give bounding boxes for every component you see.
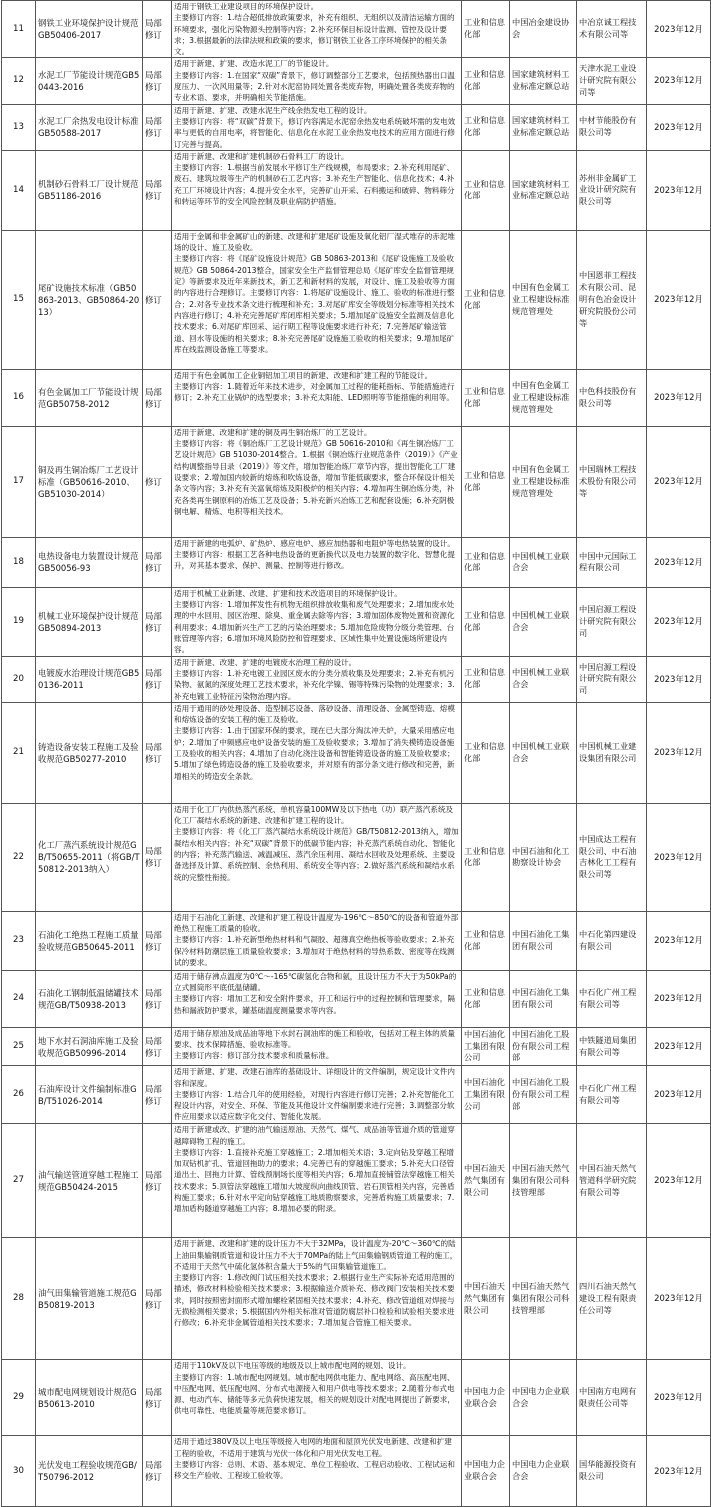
completion-date: 2023年12月 bbox=[647, 656, 711, 702]
table-row bbox=[2, 702, 711, 803]
table-row bbox=[2, 1066, 711, 1124]
competent-department: 工业和信息化部 bbox=[462, 1, 510, 58]
content-paragraph: 适用于储存沸点温度为0℃～-165℃碳氢化合物和氨，且设计压力不大于为50kPa的立式圆筒形平底低温储罐。 bbox=[174, 971, 457, 993]
table-row bbox=[2, 150, 711, 230]
lead-drafting-unit: 四川石油天然气建设工程有限责任公司等 bbox=[577, 1238, 647, 1360]
competent-department: 工业和信息化部 bbox=[462, 150, 510, 230]
revision-type: 局部修订 bbox=[143, 1066, 172, 1124]
row-number: 28 bbox=[2, 1238, 36, 1360]
standard-name: 钢铁工业环境保护设计规范GB50406-2017 bbox=[36, 1, 143, 58]
managing-organization: 中国有色金属工业工程建设标准规范管理处 bbox=[510, 230, 577, 369]
content-paragraph: 主要修订内容：1.直接补充施工穿越施工；2.增加相关术语；3.定向钻及穿越工程增加双钻机扩孔、管道回拖助力的要求；4.完善已有的穿越施工要求；5.补充大口径管道出土、回拖力计算、管线预制场长度等相关内容；6.增加直接铺管法穿越施工相关技术要求；5.顶管法穿越施工增加大坡度纵向曲线顶管、岩石顶管相关内容，完善盾构施工要求；6.针对水平定向钻穿越施工地质勘察要求，完善盾构施工质量要求；7.增加盾构隧道穿越施工内容；8.增加必要的附录。 bbox=[174, 1147, 455, 1214]
lead-drafting-unit: 中国中元国际工程有限公司 bbox=[577, 537, 647, 587]
managing-organization: 中国石油化工股份有限公司工程部 bbox=[510, 1027, 577, 1065]
table-row bbox=[2, 58, 711, 104]
lead-drafting-unit: 中国启源工程设计研究院有限公司 bbox=[577, 587, 647, 656]
revision-type: 局部修订 bbox=[143, 104, 172, 150]
revision-content bbox=[172, 587, 462, 656]
managing-organization: 中国石油化工集团有限公司 bbox=[510, 911, 577, 970]
standard-name: 地下水封石洞油库施工及验收规范GB50996-2014 bbox=[36, 1027, 143, 1065]
revision-type: 局部修订 bbox=[143, 369, 172, 426]
completion-date: 2023年12月 bbox=[647, 911, 711, 970]
standard-name: 电镀废水治理设计规范GB50136-2011 bbox=[36, 656, 143, 702]
revision-content bbox=[172, 150, 462, 230]
completion-date: 2023年12月 bbox=[647, 970, 711, 1027]
managing-organization: 中国机械工业联合会 bbox=[510, 537, 577, 587]
table-row bbox=[2, 1027, 711, 1065]
table-row bbox=[2, 537, 711, 587]
revision-type: 局部修订 bbox=[143, 803, 172, 911]
managing-organization: 中国冶金建设协会 bbox=[510, 1, 577, 58]
standard-name: 铸造设备安装工程施工及验收规范GB50277-2010 bbox=[36, 702, 143, 803]
revision-type: 局部修订 bbox=[143, 1, 172, 58]
competent-department: 工业和信息化部 bbox=[462, 58, 510, 104]
revision-type: 局部修订 bbox=[143, 1124, 172, 1238]
revision-type: 局部修订 bbox=[143, 1360, 172, 1436]
competent-department: 工业和信息化部 bbox=[462, 537, 510, 587]
revision-content bbox=[172, 230, 462, 369]
revision-content bbox=[172, 537, 462, 587]
managing-organization: 中国石油化工股份有限公司工程部 bbox=[510, 1066, 577, 1124]
standard-name: 有色金属加工厂节能设计规范GB50758-2012 bbox=[36, 369, 143, 426]
content-paragraph: 主要修订内容：1.结合超低排放政策要求，补充有组织、无组织以及清洁运输方面的环境要求，强化污染物源头控制等内容；2.补充环保目标设计监测、管控及设计要求；3.根据最新的法律法规和政策的要求，修订钢铁工业各工序环境保护的相关条文。 bbox=[174, 13, 455, 57]
content-paragraph: 适用于有色金属加工企业铜铝加工项目的新建、改建和扩建工程的节能设计。 bbox=[174, 370, 433, 380]
revision-type: 局部修订 bbox=[143, 970, 172, 1027]
content-paragraph: 适用于110kV及以下电压等级的地级及以上城市配电网的规划、设计。 bbox=[174, 1361, 411, 1371]
competent-department: 中国石油化工集团有限公司 bbox=[462, 1066, 510, 1124]
completion-date: 2023年12月 bbox=[647, 1436, 711, 1507]
content-paragraph: 适用于新建的电弧炉、矿热炉、感应电炉、感应加热器和电阻炉等电热装置的设计。 bbox=[174, 538, 455, 548]
competent-department: 中国石油天然气集团有限公司 bbox=[462, 1124, 510, 1238]
row-number: 26 bbox=[2, 1066, 36, 1124]
competent-department: 工业和信息化部 bbox=[462, 369, 510, 426]
content-paragraph: 主要修订内容：1.修改阀门试压相关技术要求；2.根据行业生产实际补充适用范围的描述，修改材料检验相关技术要求；3.根据输送介质补充、修改阀门安装相关技术要求，同时按照密封面形式增加螺栓紧固相关技术要求；4.补充、修改管道组对焊接与无损检测相关要求；5.根据国内外相关标准对管道防腐层补口检验和试验相关要求进行修改；6.补充非金属管道相关技术要求；7.增加复合管施工相关要求。 bbox=[174, 1273, 455, 1328]
table-row bbox=[2, 911, 711, 970]
managing-organization: 国家建筑材料工业标准定额总站 bbox=[510, 104, 577, 150]
table-row bbox=[2, 1238, 711, 1360]
row-number: 13 bbox=[2, 104, 36, 150]
content-paragraph: 主要修订内容：增加工艺和安全附件要求，开工和运行中的过程控制和管理要求，隔热和漏液防护要求，罐基础温度测量要求等内容。 bbox=[174, 994, 455, 1015]
content-paragraph: 适用于新建、改建、扩建的电镀废水治理工程的设计。 bbox=[174, 657, 357, 667]
completion-date: 2023年12月 bbox=[647, 803, 711, 911]
table-row bbox=[2, 656, 711, 702]
lead-drafting-unit: 中国石油天然气管道科学研究院有限公司等 bbox=[577, 1124, 647, 1238]
standard-name: 铜及再生铜冶炼厂工艺设计标准（GB50616-2010、GB51030-2014） bbox=[36, 426, 143, 537]
content-paragraph: 适用于新建、改建和扩建的设计压力不大于32MPa，设计温度为-20℃～360℃的陆上油田集输钢质管道和设计压力不大于70MPa的陆上气田集输钢质管道工程的施工，不适用于天然气中硫化氢体积含量大于5%的气田集输管道施工。 bbox=[174, 1239, 458, 1271]
revision-content bbox=[172, 1066, 462, 1124]
revision-type: 修订 bbox=[143, 426, 172, 537]
managing-organization: 中国机械工业联合会 bbox=[510, 587, 577, 656]
revision-content bbox=[172, 803, 462, 911]
competent-department: 工业和信息化部 bbox=[462, 104, 510, 150]
content-paragraph: 适用于通过380V及以上电压等级接入电网的地面和屋顶光伏发电新建、改建和扩建工程的验收，不适用于建筑与光伏一体化和户用光伏发电工程。 bbox=[174, 1437, 452, 1458]
completion-date: 2023年12月 bbox=[647, 1238, 711, 1360]
content-paragraph: 适用于新建、扩建、改建水泥生产线余热发电工程的设计。 bbox=[174, 105, 372, 115]
managing-organization: 中国石油天然气集团有限公司科技管理部 bbox=[510, 1238, 577, 1360]
completion-date: 2023年12月 bbox=[647, 369, 711, 426]
content-paragraph: 主要修订内容：1.补充电镀工业园区废水的分类分质收集及处理要求；2.补充有机污染物、氨氮的深度处理工艺技术要求，补充化学镍、锡等特殊污染物的处理要求；3.补充电镀工业特征污染物治理内容。 bbox=[174, 668, 455, 701]
row-number: 30 bbox=[2, 1436, 36, 1507]
standard-name: 化工厂蒸汽系统设计规范GB/T50655-2011（将GB/T50812-2013纳入） bbox=[36, 803, 143, 911]
completion-date: 2023年12月 bbox=[647, 1, 711, 58]
lead-drafting-unit: 中色科技股份有限公司等 bbox=[577, 369, 647, 426]
revision-type: 局部修订 bbox=[143, 537, 172, 587]
revision-content bbox=[172, 426, 462, 537]
revision-content bbox=[172, 1436, 462, 1507]
managing-organization: 中国石油天然气集团有限公司科技管理部 bbox=[510, 1124, 577, 1238]
content-paragraph: 主要修订内容：1.随着近年来技术进步，对金属加工过程的能耗指标、节能措施进行修订；2.补充工业锅炉的选型要求；3.补充太阳能、LED照明等节能措施的利用等。 bbox=[174, 382, 455, 403]
standard-name: 尾矿设施技术标准（GB50863-2013、GB50864-2013） bbox=[36, 230, 143, 369]
revision-content bbox=[172, 369, 462, 426]
content-paragraph: 适用于新建、改建和扩建的铜及再生铜冶炼厂的工艺设计。 bbox=[174, 427, 372, 437]
lead-drafting-unit: 中国南方电网有限责任公司等 bbox=[577, 1360, 647, 1436]
competent-department: 工业和信息化部 bbox=[462, 911, 510, 970]
revision-type: 修订 bbox=[143, 230, 172, 369]
competent-department: 工业和信息化部 bbox=[462, 803, 510, 911]
content-paragraph: 主要修订内容：将《铜冶炼厂工艺设计规范》GB 50616-2010和《再生铜冶炼厂工艺设计规范》GB 51030-2014整合。1.根据《铜冶炼行业规范条件（2019）》《产业结构调整指导目录（2019）》等文件，增加智能冶炼厂章节内容，提出智能化工厂建设要求；2.增加国内较新的熔炼和吹炼设备，增加节能低碳要求，整合环保设计相关条文等内容；3.补充有关富氧熔炼及阳极炉的相关内容；4.增加再生铜冶炼分类，补充各类再生铜原料的冶炼工艺及设备；5.补充新兴冶炼工艺和配套设施；6.补充阴极铜电解、精炼、电积等相关技术。 bbox=[174, 439, 458, 516]
standard-name: 电热设备电力装置设计规范GB50056-93 bbox=[36, 537, 143, 587]
content-paragraph: 适用于化工厂内供热蒸汽系统、单机容量100MW及以下热电（功）联产蒸汽系统及化工厂凝结水系统的新建、改建和扩建工程的设计。 bbox=[174, 804, 454, 826]
competent-department: 中国电力企业联合会 bbox=[462, 1360, 510, 1436]
lead-drafting-unit: 中国瑞林工程技术股份有限公司等 bbox=[577, 426, 647, 537]
table-row bbox=[2, 104, 711, 150]
row-number: 27 bbox=[2, 1124, 36, 1238]
completion-date: 2023年12月 bbox=[647, 1360, 711, 1436]
competent-department: 中国石油化工集团有限公司 bbox=[462, 1027, 510, 1065]
content-paragraph: 主要修订内容：1.城市配电网规划。城市配电网供电能力、配电网络、高压配电网、中压配电网、低压配电网、分布式电源接入和用户供电等技术要求；2.随着分布式电源、电动汽车、储能等多元负荷快速发展，相关的规划设计对配电网提出了新要求，供电可靠性、电能质量等规范要求修订。 bbox=[174, 1372, 455, 1416]
lead-drafting-unit: 中国机械工业建设集团有限公司 bbox=[577, 702, 647, 803]
lead-drafting-unit: 中国恩菲工程技术有限公司、昆明有色冶金设计研究院股份公司等 bbox=[577, 230, 647, 369]
standard-name: 机制砂石骨料工厂设计规范GB51186-2016 bbox=[36, 150, 143, 230]
competent-department: 工业和信息化部 bbox=[462, 230, 510, 369]
row-number: 19 bbox=[2, 587, 36, 656]
content-paragraph: 适用于钢铁工业建设项目的环境保护设计。 bbox=[174, 2, 319, 11]
lead-drafting-unit: 中冶京诚工程技术有限公司等 bbox=[577, 1, 647, 58]
revision-content bbox=[172, 1124, 462, 1238]
revision-type: 局部修订 bbox=[143, 587, 172, 656]
row-number: 21 bbox=[2, 702, 36, 803]
completion-date: 2023年12月 bbox=[647, 104, 711, 150]
lead-drafting-unit: 中材节能股份有限公司等 bbox=[577, 104, 647, 150]
managing-organization: 国家建筑材料工业标准定额总站 bbox=[510, 150, 577, 230]
standard-name: 油气输送管道穿越工程施工规范GB50424-2015 bbox=[36, 1124, 143, 1238]
managing-organization: 中国电力企业联合会 bbox=[510, 1360, 577, 1436]
content-paragraph: 适用于机械工业新建、改建、扩建和技术改造项目的环境保护设计。 bbox=[174, 588, 402, 598]
managing-organization: 中国有色金属工业工程建设标准规范管理处 bbox=[510, 369, 577, 426]
table-row bbox=[2, 970, 711, 1027]
revision-content bbox=[172, 58, 462, 104]
revision-type: 局部修订 bbox=[143, 1027, 172, 1065]
revision-type: 局部修订 bbox=[143, 58, 172, 104]
standard-name: 水泥工厂节能设计规范GB50443-2016 bbox=[36, 58, 143, 104]
standard-name: 城市配电网规划设计规范GB50613-2010 bbox=[36, 1360, 143, 1436]
competent-department: 工业和信息化部 bbox=[462, 656, 510, 702]
managing-organization: 中国有色金属工业工程建设标准规范管理处 bbox=[510, 426, 577, 537]
row-number: 25 bbox=[2, 1027, 36, 1065]
lead-drafting-unit: 中石化广州工程有限公司等 bbox=[577, 1066, 647, 1124]
revision-content bbox=[172, 1027, 462, 1065]
standard-name: 石油化工绝热工程施工质量验收规范GB50645-2011 bbox=[36, 911, 143, 970]
lead-drafting-unit: 中国成达工程有限公司、中石油吉林化工工程有限公司等 bbox=[577, 803, 647, 911]
row-number: 11 bbox=[2, 1, 36, 58]
completion-date: 2023年12月 bbox=[647, 537, 711, 587]
competent-department: 工业和信息化部 bbox=[462, 970, 510, 1027]
lead-drafting-unit: 中国启源工程设计研究院有限公司 bbox=[577, 656, 647, 702]
row-number: 24 bbox=[2, 970, 36, 1027]
standard-name: 石油化工钢制低温储罐技术规范GB/T50938-2013 bbox=[36, 970, 143, 1027]
table-row bbox=[2, 230, 711, 369]
managing-organization: 中国石油化工集团有限公司 bbox=[510, 970, 577, 1027]
content-paragraph: 主要修订内容：根据工艺各种电热设备的更新换代以及电力装置的数字化、智慧化提升，对其基本要求、保护、测量、控制等进行修改。 bbox=[174, 550, 455, 571]
content-paragraph: 主要修订内容：将《化工厂蒸汽凝结水系统设计规范》GB/T50812-2013纳入，增加凝结水相关内容；补充“双碳”背景下的低碳节能内容；补充蒸汽系统自动化、智能化的内容；补充蒸汽输送、减温减压、蒸汽余压利用、凝结水回收及处理系统、主要设备选择及计算、系统控制、余热利用、系统安全等内容；2.做好蒸汽系统和凝结水系统的完整性衔接。 bbox=[174, 827, 459, 882]
lead-drafting-unit: 苏州非金属矿工业设计研究院有限公司等 bbox=[577, 150, 647, 230]
content-paragraph: 主要修订内容：1.结合几年的使用经验，对现行内容进行修订完善；2.补充智能化工程设计内容，对安全、环保、节能及其他设计文件编制要求进行完善；3.调整部分软件应用要求以适应数字化交付、智能化发展。 bbox=[174, 1089, 455, 1122]
table-row bbox=[2, 1360, 711, 1436]
row-number: 15 bbox=[2, 230, 36, 369]
content-paragraph: 主要修订内容：将“双碳”背景下，修订内容满足水泥窑余热发电系统破坏需的发电效率与更低的自用电率，将智能化、信息化在水泥工业余热发电技术的应用方面进行修订完善与提高。 bbox=[174, 116, 456, 149]
table-row bbox=[2, 369, 711, 426]
managing-organization: 中国机械工业联合会 bbox=[510, 702, 577, 803]
row-number: 23 bbox=[2, 911, 36, 970]
table-row bbox=[2, 1124, 711, 1238]
revision-content bbox=[172, 702, 462, 803]
completion-date: 2023年12月 bbox=[647, 58, 711, 104]
row-number: 20 bbox=[2, 656, 36, 702]
content-paragraph: 适用于通用的砂处理设备、造型制芯设备、落砂设备、清理设备、金属型铸造、熔模和熔炼设备的安装工程的施工及验收。 bbox=[174, 703, 455, 725]
revision-type: 局部修订 bbox=[143, 911, 172, 970]
table-row bbox=[2, 1436, 711, 1507]
managing-organization: 中国石油和化工勘察设计协会 bbox=[510, 803, 577, 911]
content-paragraph: 适用于新建或改、扩建的油气输送原油、天然气、煤气、成品油等管道介质的管道穿越障碍物工程的施工。 bbox=[174, 1125, 455, 1146]
revision-content bbox=[172, 1360, 462, 1436]
content-paragraph: 主要修订内容：1.补充新型绝热材料和气凝胶、超薄真空绝热板等验收要求；2.补充保冷材料防潮层施工质量验收要求；3.增加对于绝热材料的导热系数、密度等在线测试的要求。 bbox=[174, 935, 455, 968]
content-paragraph: 主要修订内容：1.由于国家环保的要求，现在已大部分淘汰冲天炉，大量采用感应电炉；2.增加了中频感应电炉设备安装的施工及验收要求；3.增加了消失模铸造设备施工及验收的相关内容；4.增加了自动化浇注设备和智能铸造设备的施工及验收要求；5.增加了绿色铸造设备的施工及验收要求，并对原有的部分条文进行修改和完善，新增相关的铸造安全条款。 bbox=[174, 726, 455, 781]
managing-organization: 中国机械工业联合会 bbox=[510, 656, 577, 702]
lead-drafting-unit: 天津水泥工业设计研究院有限公司等 bbox=[577, 58, 647, 104]
content-paragraph: 主要修订内容：总则、术语、基本规定、单位工程验收、工程启动验收、工程试运和移交生产验收、工程竣工验收等。 bbox=[174, 1459, 455, 1481]
revision-content bbox=[172, 970, 462, 1027]
completion-date: 2023年12月 bbox=[647, 150, 711, 230]
row-number: 16 bbox=[2, 369, 36, 426]
table-row bbox=[2, 803, 711, 911]
standards-revision-table bbox=[1, 0, 711, 1507]
revision-type: 局部修订 bbox=[143, 702, 172, 803]
table-row bbox=[2, 587, 711, 656]
standard-name: 油气田集输管道施工规范GB50819-2013 bbox=[36, 1238, 143, 1360]
completion-date: 2023年12月 bbox=[647, 587, 711, 656]
row-number: 14 bbox=[2, 150, 36, 230]
content-paragraph: 主要修订内容：修订部分技术要求和质量标准。 bbox=[174, 1051, 334, 1061]
standard-name: 光伏发电工程验收规范GB/T50796-2012 bbox=[36, 1436, 143, 1507]
completion-date: 2023年12月 bbox=[647, 1027, 711, 1065]
revision-type: 局部修订 bbox=[143, 656, 172, 702]
table-row bbox=[2, 1, 711, 58]
competent-department: 工业和信息化部 bbox=[462, 702, 510, 803]
standard-name: 石油库设计文件编制标准GB/T51026-2014 bbox=[36, 1066, 143, 1124]
row-number: 12 bbox=[2, 58, 36, 104]
competent-department: 中国石油天然气集团有限公司 bbox=[462, 1238, 510, 1360]
managing-organization: 中国电力企业联合会 bbox=[510, 1436, 577, 1507]
content-paragraph: 适用于储存原油及成品油等地下水封石洞油库的施工和验收，包括对工程主体的质量要求、技术保障措施、验收标准等。 bbox=[174, 1028, 455, 1050]
table-row bbox=[2, 426, 711, 537]
row-number: 22 bbox=[2, 803, 36, 911]
revision-content bbox=[172, 1238, 462, 1360]
revision-content bbox=[172, 104, 462, 150]
lead-drafting-unit: 中铁隧道局集团有限公司等 bbox=[577, 1027, 647, 1065]
lead-drafting-unit: 中石化广州工程有限公司等 bbox=[577, 970, 647, 1027]
lead-drafting-unit: 国华能源投资有限公司 bbox=[577, 1436, 647, 1507]
content-paragraph: 主要修订内容：1.根据当前发展水平修订生产线规模，布局要求；2.补充利用尾矿、废石、建筑垃圾等生产的机制砂石工艺内容；3.补充生产智能化、信息化技术；4.补充工厂环境设计内容；4.提升安全水平，完善矿山开采、石料搬运和破碎、物料筛分和转运等环节的安全风险控制及职业病防护措施。 bbox=[174, 163, 455, 207]
completion-date: 2023年12月 bbox=[647, 1066, 711, 1124]
content-paragraph: 适用于新建、扩建、改建石油库的基础设计、详细设计的文件编制，规定设计文件内容和深度。 bbox=[174, 1067, 455, 1088]
row-number: 17 bbox=[2, 426, 36, 537]
content-paragraph: 主要修订内容：1.在国家“双碳”背景下，修订调整部分工艺要求，包括预热器出口温度压力、一次风用量等；2.针对水泥窑协同处置各类废弃物，明确处置各类废弃物的专业术语、要求，并明确相关节能措施。 bbox=[174, 70, 455, 103]
content-paragraph: 适用于新建、扩建、改造水泥工厂的节能设计。 bbox=[174, 59, 334, 69]
standard-name: 机械工业环境保护设计规范GB50894-2013 bbox=[36, 587, 143, 656]
row-number: 29 bbox=[2, 1360, 36, 1436]
completion-date: 2023年12月 bbox=[647, 1124, 711, 1238]
table-body bbox=[2, 1, 711, 1507]
content-paragraph: 主要修订内容：1.增加挥发性有机物无组织排放收集和废气处理要求；2.增加废水处理的中水回用、园区治理、除臭、重金属去除等内容；3.增加固体废物处置和资源化利用要求；4.增加新兴生产工艺的污染治理要求；5.增加危险废物分级分类管理、台账管理等内容；6.增加环境风险防控和管理要求、区域性集中处置设施场所建设内容。 bbox=[174, 600, 455, 655]
revision-content bbox=[172, 1, 462, 58]
competent-department: 工业和信息化部 bbox=[462, 587, 510, 656]
content-paragraph: 适用于金属和非金属矿山的新建、改建和扩建尾矿设施及氧化铝厂湿式堆存的赤泥堆场的设计、施工及验收。 bbox=[174, 231, 455, 253]
revision-type: 局部修订 bbox=[143, 1436, 172, 1507]
completion-date: 2023年12月 bbox=[647, 230, 711, 369]
revision-type: 局部修订 bbox=[143, 1238, 172, 1360]
completion-date: 2023年12月 bbox=[647, 702, 711, 803]
managing-organization: 国家建筑材料工业标准定额总站 bbox=[510, 58, 577, 104]
revision-content bbox=[172, 911, 462, 970]
completion-date: 2023年12月 bbox=[647, 426, 711, 537]
competent-department: 中国电力企业联合会 bbox=[462, 1436, 510, 1507]
content-paragraph: 适用于新建、改建和扩建机制砂石骨料工厂的设计。 bbox=[174, 151, 349, 161]
lead-drafting-unit: 中石化第四建设有限公司 bbox=[577, 911, 647, 970]
revision-content bbox=[172, 656, 462, 702]
content-paragraph: 适用于石油化工新建、改建和扩建工程设计温度为-196℃～850℃的设备和管道外部绝热工程施工质量的验收。 bbox=[174, 912, 459, 934]
revision-type: 局部修订 bbox=[143, 150, 172, 230]
content-paragraph: 主要修订内容：将《尾矿设施设计规范》GB 50863-2013和《尾矿设施施工及验收规范》GB 50864-2013整合，国家安全生产监督管理总局《尾矿库安全监督管理规定》等新要求及近年来新技术，新工艺和新材料的发展，对设计、施工及验收等方面的内容进行合理修订。主要修订内容：1.将尾矿设施设计、施工、验收的标准进行整合；2.对各专业技术条文进行梳理和补充；3.对尾矿库安全等级划分标准等相关技术内容进行修订；4.补充完善尾矿库闭库相关要求；5.增加尾矿设施安全监测及信息化技术要求；6.对尾矿库回采、运行期工程等设施要求进行补充；7.完善尾矿输送管道、回水等设施的相关要求；8.补充完善尾矿设施施工验收的相关要求；9.增加尾矿库在线监测设备施工等要求。 bbox=[174, 254, 455, 354]
row-number: 18 bbox=[2, 537, 36, 587]
standard-name: 水泥工厂余热发电设计标准GB50588-2017 bbox=[36, 104, 143, 150]
competent-department: 工业和信息化部 bbox=[462, 426, 510, 537]
